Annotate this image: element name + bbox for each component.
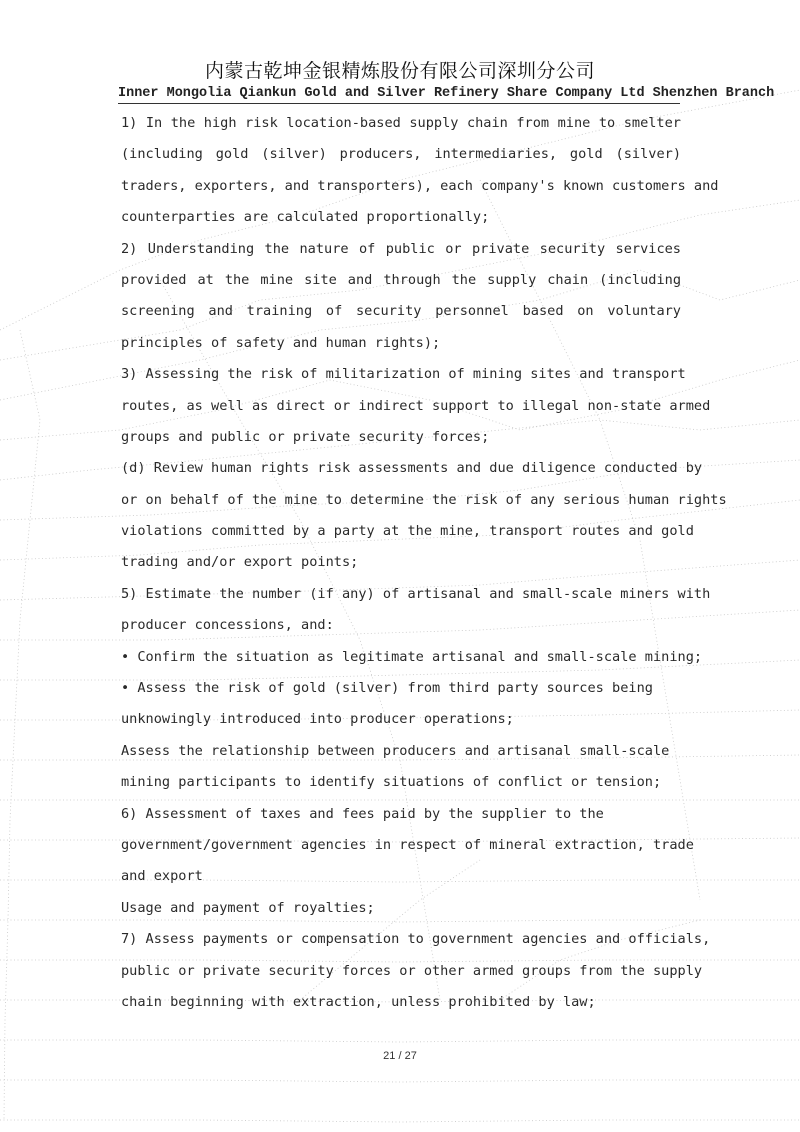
document-body	[121, 108, 727, 1018]
page-number: 21 / 27	[383, 1050, 417, 1062]
body-line: 1) In the high risk location-based supply chain from mine to smelter	[121, 115, 681, 131]
document-header	[118, 58, 775, 103]
body-line: counterparties are calculated proportionally;	[121, 209, 490, 226]
body-line: Assess the relationship between producers and artisanal small-scale	[121, 742, 670, 759]
body-line: (including gold (silver) producers, intermediaries, gold (silver)	[121, 146, 681, 163]
body-line: 7) Assess payments or compensation to government agencies and officials,	[121, 931, 711, 948]
header-divider	[118, 103, 680, 104]
body-line: 2) Understanding the nature of public or private security services	[121, 240, 681, 257]
body-line: producer concessions, and:	[121, 617, 334, 634]
body-line: or on behalf of the mine to determine the risk of any serious human rights	[121, 491, 727, 508]
body-line: traders, exporters, and transporters), each company's known customers and	[121, 177, 719, 194]
body-line: groups and public or private security forces;	[121, 428, 490, 445]
body-line: principles of safety and human rights);	[121, 334, 441, 351]
body-line: violations committed by a party at the mine, transport routes and gold	[121, 523, 694, 540]
body-line: Usage and payment of royalties;	[121, 899, 375, 916]
body-line: government/government agencies in respect of mineral extraction, trade	[121, 836, 694, 853]
company-name-chinese: 内蒙古乾坤金银精炼股份有限公司深圳分公司	[204, 60, 595, 82]
body-line: 5) Estimate the number (if any) of artisanal and small-scale miners with	[121, 585, 711, 602]
body-line: • Confirm the situation as legitimate artisanal and small-scale mining;	[121, 648, 703, 665]
company-name-english: Inner Mongolia Qiankun Gold and Silver Refinery Share Company Ltd Shenzhen Branch	[118, 86, 775, 101]
body-line: routes, as well as direct or indirect support to illegal non-state armed	[121, 397, 711, 414]
body-line: unknowingly introduced into producer operations;	[121, 711, 514, 728]
body-line: • Assess the risk of gold (silver) from third party sources being	[121, 680, 653, 697]
body-line: mining participants to identify situations of conflict or tension;	[121, 774, 662, 791]
body-line: 6) Assessment of taxes and fees paid by the supplier to the	[121, 805, 604, 822]
body-line: (d) Review human rights risk assessments and due diligence conducted by	[121, 460, 703, 477]
body-line: 3) Assessing the risk of militarization of mining sites and transport	[121, 366, 686, 383]
body-line: public or private security forces or other armed groups from the supply	[121, 962, 703, 979]
body-line: provided at the mine site and through the supply chain (including	[121, 271, 681, 288]
body-line: and export	[121, 868, 203, 885]
body-line: chain beginning with extraction, unless prohibited by law;	[121, 993, 596, 1010]
body-line: screening and training of security personnel based on voluntary	[121, 303, 681, 320]
body-line: trading and/or export points;	[121, 554, 359, 571]
